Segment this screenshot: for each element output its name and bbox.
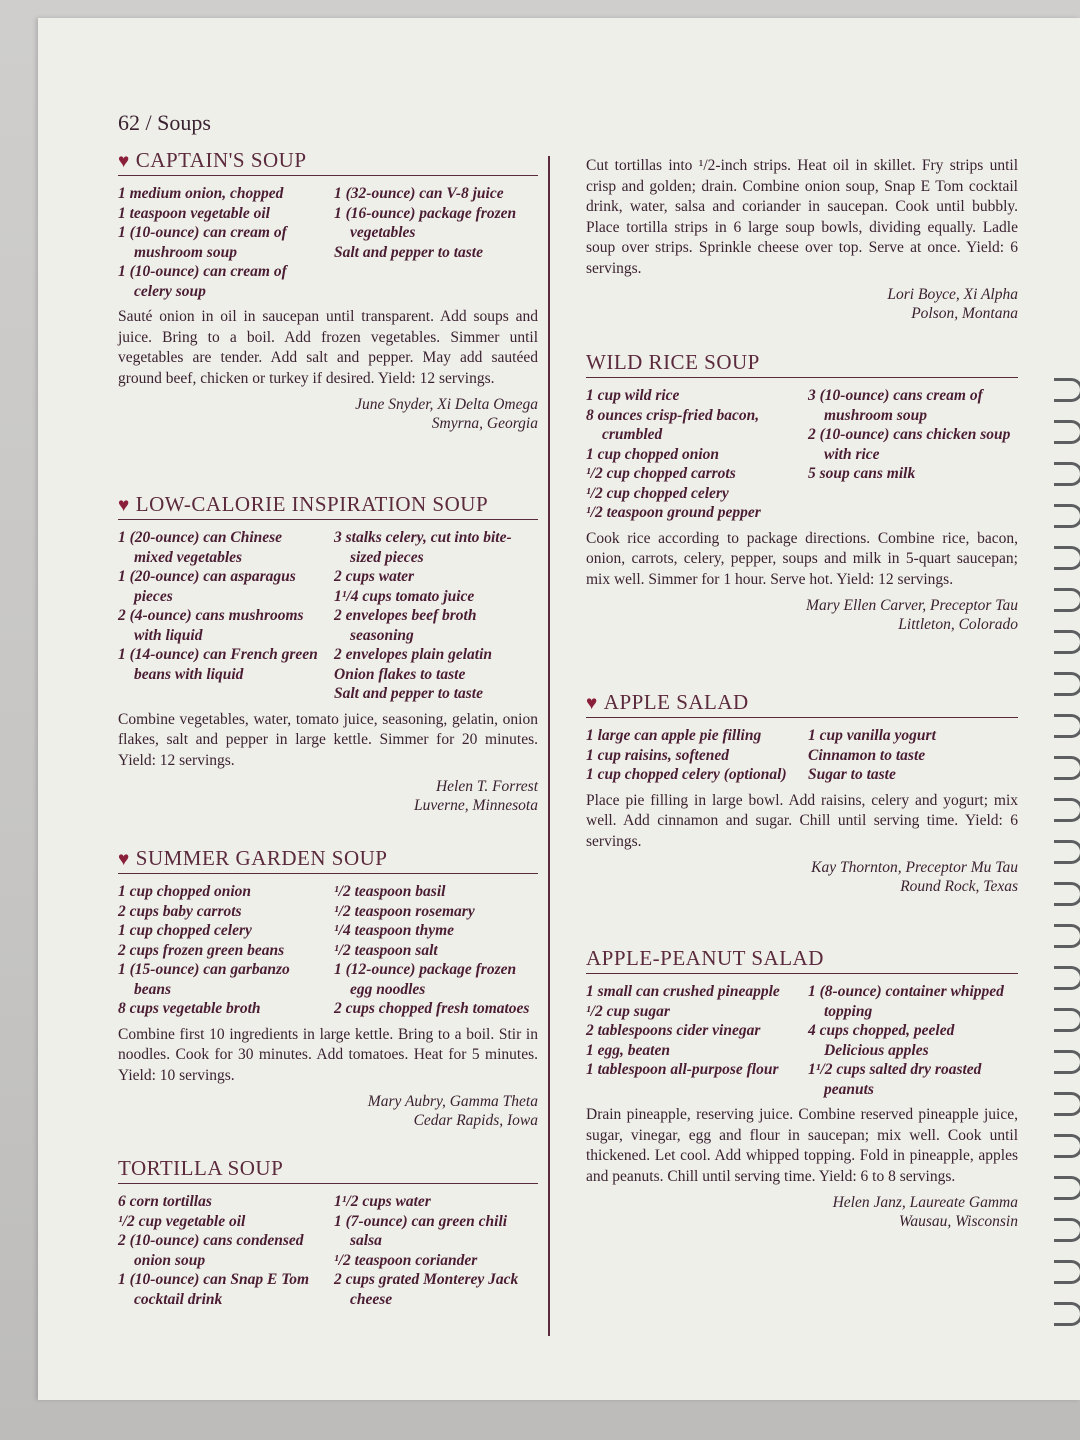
ingredient-item: ¹/2 teaspoon basil	[334, 883, 446, 900]
ingredient-list	[586, 982, 1018, 1099]
ingredient-item: 1 (7-ounce) can green chili salsa	[334, 1212, 508, 1249]
ingredient-item: 2 (4-ounce) cans mushrooms with liquid	[118, 607, 304, 644]
ingredient-list	[118, 528, 538, 704]
ingredient-item: 1¹/2 cups water	[334, 1193, 431, 1210]
ingredient-item: 2 cups baby carrots	[118, 902, 242, 920]
ingredient-item: Salt and pepper to taste	[334, 685, 483, 702]
ingredient-item: 6 corn tortillas	[118, 1193, 212, 1210]
recipe-title-text: LOW-CALORIE INSPIRATION SOUP	[135, 492, 489, 516]
ingredient-item: 4 cups chopped, peeled Delicious apples	[808, 1022, 955, 1059]
recipe-title-text: WILD RICE SOUP	[586, 350, 760, 374]
ingredient-item: 1 egg, beaten	[586, 1041, 670, 1059]
ingredient-item: ¹/2 cup sugar	[586, 1002, 670, 1020]
ingredient-item: 2 (10-ounce) cans condensed onion soup	[118, 1232, 304, 1269]
ingredient-item: 1 cup chopped onion	[118, 883, 252, 900]
ingredient-item: 1 (20-ounce) can Chinese mixed vegetables	[118, 529, 283, 566]
ingredient-item: Cinnamon to taste	[808, 746, 926, 764]
recipe-directions: Cut tortillas into ¹/2-inch strips. Heat oil in skillet. Fry strips until crisp and golden; drain. Combine onion soup, Snap E Tom cocktail drink, water, salsa and coriander in saucepan. Cook until bubbly. Place tortilla strips in 6 large soup bowls, dividing equally. Ladle soup over strips. Sprinkle cheese over top. Serve at once. Yield: 6 servings.	[586, 157, 1018, 277]
ingredient-item: 2 cups water	[334, 568, 415, 585]
contributor-location: Luverne, Minnesota	[414, 797, 538, 814]
ingredient-item: 1 large can apple pie filling	[586, 727, 762, 744]
ingredient-item: 1 (15-ounce) can garbanzo beans	[118, 961, 290, 998]
ingredient-item: ¹/2 teaspoon ground pepper	[586, 504, 761, 521]
ingredient-item: 2 envelopes beef broth seasoning	[334, 607, 477, 644]
contributor-name: Mary Aubry, Gamma Theta	[367, 1093, 538, 1110]
recipe-directions: Combine first 10 ingredients in large kettle. Bring to a boil. Stir in noodles. Cook for 30 minutes. Add tomatoes. Heat for 5 minutes. Yield: 10 servings.	[118, 1025, 538, 1084]
recipe-contributor	[586, 596, 1018, 634]
ingredient-item: 1 (12-ounce) package frozen egg noodles	[334, 961, 517, 998]
ingredient-item: ¹/4 teaspoon thyme	[334, 922, 455, 939]
ingredient-item: 8 ounces crisp-fried bacon, crumbled	[586, 406, 760, 443]
recipe-contributor	[586, 858, 1018, 896]
ingredient-item: 1 medium onion, chopped	[118, 185, 284, 202]
ingredient-list	[118, 882, 538, 1019]
recipe-title-text: SUMMER GARDEN SOUP	[135, 846, 388, 870]
heart-icon: ♥	[586, 693, 598, 714]
ingredient-item: ¹/2 teaspoon coriander	[334, 1251, 478, 1269]
ingredient-item: 1 small can crushed pineapple	[586, 983, 780, 1000]
ingredient-item: 1 (10-ounce) can cream of celery soup	[118, 263, 287, 300]
heart-icon: ♥	[118, 495, 130, 516]
recipe-title-text: APPLE-PEANUT SALAD	[586, 946, 824, 970]
ingredient-item: 3 (10-ounce) cans cream of mushroom soup	[808, 387, 983, 424]
recipe-contributor	[586, 285, 1018, 323]
ingredient-item: 2 cups chopped fresh tomatoes	[334, 1000, 530, 1017]
ingredient-item: 1 (20-ounce) can asparagus pieces	[118, 568, 296, 605]
ingredient-column	[118, 1192, 322, 1309]
ingredient-item: 2 cups grated Monterey Jack cheese	[334, 1271, 519, 1308]
recipe-contributor	[586, 1193, 1018, 1231]
ingredient-column	[334, 528, 538, 704]
ingredient-item: Salt and pepper to taste	[334, 243, 483, 261]
ingredient-column	[118, 184, 322, 301]
ingredient-item: 1 cup chopped onion	[586, 445, 720, 463]
ingredient-item: 2 (10-ounce) cans chicken soup with rice	[808, 426, 1011, 463]
contributor-location: Polson, Montana	[911, 305, 1018, 322]
recipe-title	[118, 846, 538, 874]
contributor-location: Wausau, Wisconsin	[898, 1213, 1018, 1230]
ingredient-list	[586, 386, 1018, 523]
ingredient-item: 1 cup chopped celery (optional)	[586, 766, 787, 783]
recipe-contributor	[118, 1092, 538, 1130]
heart-icon: ♥	[118, 849, 130, 870]
ingredient-item: ¹/2 cup chopped carrots	[586, 465, 736, 482]
ingredient-item: Onion flakes to taste	[334, 665, 466, 683]
ingredient-item: 1 (32-ounce) can V-8 juice	[334, 185, 504, 202]
recipe-apple-salad	[586, 690, 1018, 896]
recipe-low-calorie-inspiration-soup	[118, 492, 538, 815]
ingredient-column	[586, 982, 796, 1099]
ingredient-item: 1¹/2 cups salted dry roasted peanuts	[808, 1061, 982, 1098]
contributor-location: Round Rock, Texas	[900, 878, 1018, 895]
cookbook-page	[38, 18, 1080, 1400]
contributor-name: June Snyder, Xi Delta Omega	[355, 396, 538, 413]
recipe-tortilla-soup-directions	[586, 150, 1018, 323]
spiral-binding	[1050, 378, 1080, 1344]
recipe-title	[118, 1156, 538, 1184]
ingredient-item: 1 (8-ounce) container whipped topping	[808, 983, 1004, 1020]
recipe-title	[118, 148, 538, 176]
ingredient-item: ¹/2 teaspoon salt	[334, 941, 438, 959]
contributor-name: Lori Boyce, Xi Alpha	[887, 286, 1018, 303]
ingredient-item: 1 (10-ounce) can cream of mushroom soup	[118, 224, 287, 261]
ingredient-item: ¹/2 teaspoon rosemary	[334, 902, 475, 920]
ingredient-column	[334, 1192, 538, 1309]
recipe-title	[586, 690, 1018, 718]
heart-icon: ♥	[118, 151, 130, 172]
ingredient-item: 1 cup chopped celery	[118, 922, 252, 939]
ingredient-list	[586, 726, 1018, 785]
contributor-location: Littleton, Colorado	[898, 616, 1018, 633]
ingredient-item: 1 cup vanilla yogurt	[808, 727, 936, 744]
contributor-name: Kay Thornton, Preceptor Mu Tau	[811, 859, 1018, 876]
contributor-name: Helen Janz, Laureate Gamma	[832, 1194, 1018, 1211]
recipe-title-text: CAPTAIN'S SOUP	[135, 148, 307, 172]
recipe-title	[586, 946, 1018, 974]
ingredient-column	[118, 528, 322, 704]
recipe-apple-peanut-salad	[586, 946, 1018, 1231]
recipe-tortilla-soup	[118, 1156, 538, 1309]
recipe-contributor	[118, 777, 538, 815]
ingredient-item: 5 soup cans milk	[808, 465, 916, 482]
ingredient-column	[808, 386, 1018, 523]
page-header: 62 / Soups	[118, 110, 211, 135]
ingredient-item: 1 cup wild rice	[586, 387, 680, 404]
contributor-location: Cedar Rapids, Iowa	[413, 1112, 538, 1129]
recipe-contributor	[118, 395, 538, 433]
ingredient-item: 2 envelopes plain gelatin	[334, 646, 493, 663]
ingredient-item: 1 teaspoon vegetable oil	[118, 204, 270, 222]
recipe-directions: Combine vegetables, water, tomato juice, seasoning, gelatin, onion flakes, salt and pepper in large kettle. Simmer for 20 minutes. Yield: 12 servings.	[118, 710, 538, 769]
ingredient-item: 1 cup raisins, softened	[586, 746, 729, 764]
ingredient-column	[586, 726, 796, 785]
ingredient-list	[118, 184, 538, 301]
recipe-directions: Drain pineapple, reserving juice. Combine reserved pineapple juice, sugar, vinegar, egg and flour in saucepan; mix well. Cook until thickened. Let cool. Add whipped topping. Fold in pineapple, apples and peanuts. Chill until serving time. Yield: 6 to 8 servings.	[586, 1106, 1018, 1185]
recipe-title-text: APPLE SALAD	[603, 690, 749, 714]
ingredient-column	[118, 882, 322, 1019]
recipe-directions: Sauté onion in oil in saucepan until transparent. Add soups and juice. Bring to a boil. Add frozen vegetables. Simmer until vegetables are tender. Add salt and pepper. May add sautéed ground beef, chicken or turkey if desired. Yield: 12 servings.	[118, 308, 538, 387]
ingredient-item: 1 (16-ounce) package frozen vegetables	[334, 204, 517, 241]
recipe-title-text: TORTILLA SOUP	[118, 1156, 284, 1180]
contributor-name: Mary Ellen Carver, Preceptor Tau	[806, 597, 1018, 614]
ingredient-item: 1 tablespoon all-purpose flour	[586, 1061, 779, 1078]
ingredient-item: Sugar to taste	[808, 766, 896, 783]
page-number: 62	[118, 110, 140, 135]
contributor-location: Smyrna, Georgia	[431, 415, 538, 432]
recipe-directions: Place pie filling in large bowl. Add raisins, celery and yogurt; mix well. Add cinnamon and sugar. Chill until serving time. Yield: 6 servings.	[586, 791, 1018, 850]
recipe-directions: Cook rice according to package directions. Combine rice, bacon, onion, carrots, celery, pepper, soups and milk in 5-quart saucepan; mix well. Simmer for 1 hour. Serve hot. Yield: 12 servings.	[586, 529, 1018, 588]
column-divider	[548, 156, 550, 1336]
ingredient-column	[808, 726, 1018, 785]
ingredient-item: 2 tablespoons cider vinegar	[586, 1022, 761, 1039]
ingredient-column	[808, 982, 1018, 1099]
ingredient-item: 1 (10-ounce) can Snap E Tom cocktail drink	[118, 1271, 310, 1308]
ingredient-column	[586, 386, 796, 523]
recipe-wild-rice-soup	[586, 350, 1018, 634]
section-name: Soups	[157, 110, 211, 135]
ingredient-column	[334, 184, 538, 301]
ingredient-item: 2 cups frozen green beans	[118, 941, 285, 959]
recipe-captains-soup	[118, 148, 538, 433]
ingredient-item: 3 stalks celery, cut into bite-sized pieces	[334, 529, 512, 566]
ingredient-item: ¹/2 cup chopped celery	[586, 484, 729, 502]
ingredient-item: 8 cups vegetable broth	[118, 1000, 261, 1017]
ingredient-item: 1¹/4 cups tomato juice	[334, 587, 475, 605]
ingredient-column	[334, 882, 538, 1019]
recipe-title	[118, 492, 538, 520]
ingredient-list	[118, 1192, 538, 1309]
contributor-name: Helen T. Forrest	[435, 778, 538, 795]
ingredient-item: ¹/2 cup vegetable oil	[118, 1212, 246, 1230]
recipe-summer-garden-soup	[118, 846, 538, 1130]
recipe-title	[586, 350, 1018, 378]
ingredient-item: 1 (14-ounce) can French green beans with liquid	[118, 646, 318, 683]
